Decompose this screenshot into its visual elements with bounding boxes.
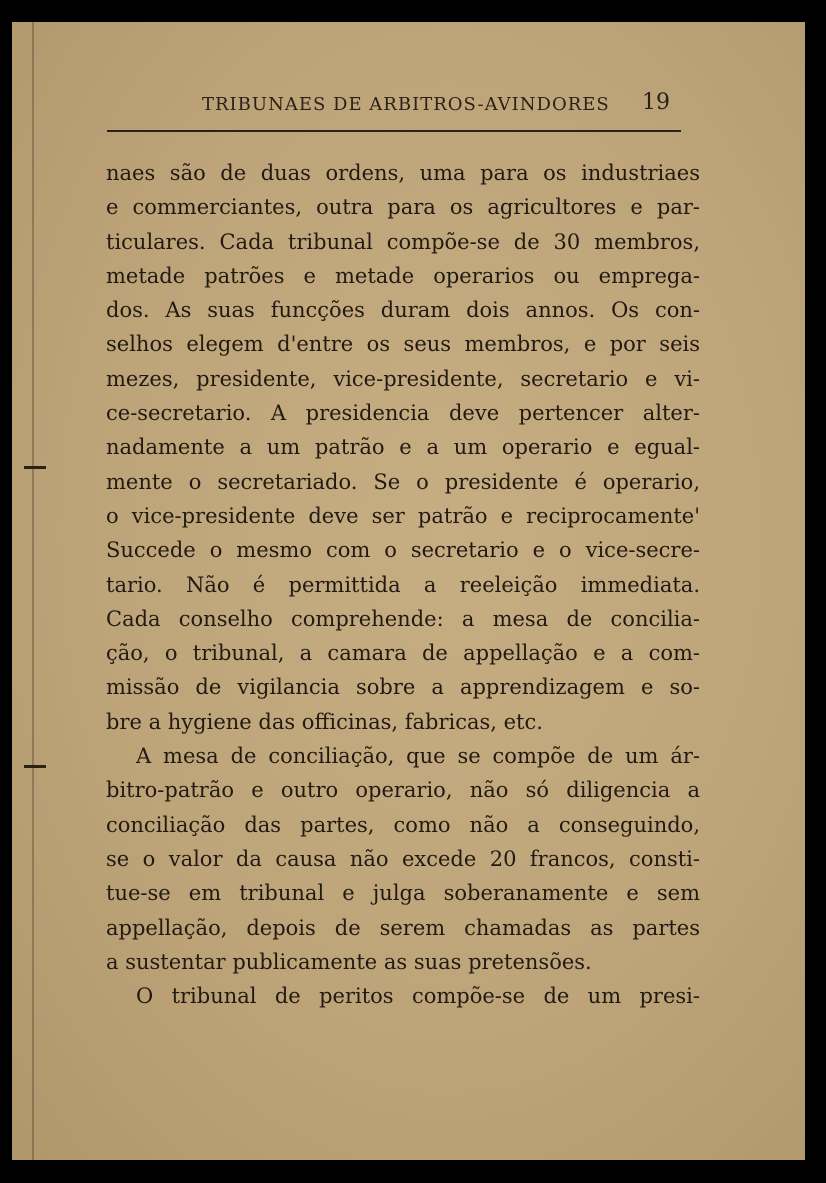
text-line: A mesa de conciliação, que se compõe de um ár- bbox=[136, 744, 700, 769]
text-line: se o valor da causa não excede 20 francos, consti- bbox=[106, 846, 700, 871]
running-head-title: TRIBUNAES DE ARBITROS-AVINDORES bbox=[202, 94, 610, 115]
page-body-text bbox=[106, 156, 700, 1013]
text-line: mezes, presidente, vice-presidente, secretario e vi- bbox=[106, 366, 700, 391]
text-line: o vice-presidente deve ser patrão e reciprocamente' bbox=[106, 503, 700, 528]
text-line: a sustentar publicamente as suas pretensões. bbox=[106, 949, 592, 974]
text-line: ticulares. Cada tribunal compõe-se de 30 membros, bbox=[106, 229, 700, 254]
text-line: selhos elegem d'entre os seus membros, e por seis bbox=[106, 332, 700, 357]
text-line: missão de vigilancia sobre a apprendizagem e so- bbox=[106, 675, 700, 700]
text-line: Cada conselho comprehende: a mesa de concilia- bbox=[106, 606, 700, 631]
text-line: bre a hygiene das officinas, fabricas, etc. bbox=[106, 709, 543, 734]
text-line: tue-se em tribunal e julga soberanamente e sem bbox=[106, 881, 700, 906]
margin-mark bbox=[24, 466, 46, 469]
book-page bbox=[12, 22, 805, 1160]
text-line: metade patrões e metade operarios ou emprega- bbox=[106, 263, 700, 288]
text-line: bitro-patrão e outro operario, não só diligencia a bbox=[106, 778, 700, 803]
margin-mark bbox=[24, 765, 46, 768]
text-line: ção, o tribunal, a camara de appellação e a com- bbox=[106, 641, 700, 666]
text-line: Succede o mesmo com o secretario e o vice-secre- bbox=[106, 538, 700, 563]
page-number: 19 bbox=[642, 90, 670, 115]
text-line: naes são de duas ordens, uma para os industriaes bbox=[106, 161, 700, 185]
header-rule bbox=[107, 130, 681, 132]
text-line: appellação, depois de serem chamadas as partes bbox=[106, 915, 700, 940]
text-line: ce-secretario. A presidencia deve pertencer alter- bbox=[106, 401, 700, 426]
text-line: nadamente a um patrão e a um operario e egual- bbox=[106, 435, 700, 460]
text-line: conciliação das partes, como não a conseguindo, bbox=[106, 812, 700, 837]
text-line: dos. As suas funcções duram dois annos. Os con- bbox=[106, 298, 700, 323]
text-line: e commerciantes, outra para os agricultores e par- bbox=[106, 195, 700, 220]
page-gutter bbox=[32, 22, 34, 1160]
text-line: mente o secretariado. Se o presidente é operario, bbox=[106, 469, 700, 494]
text-line: tario. Não é permittida a reeleição immediata. bbox=[106, 572, 700, 597]
running-head bbox=[202, 90, 670, 115]
text-line: O tribunal de peritos compõe-se de um presi- bbox=[136, 984, 700, 1009]
